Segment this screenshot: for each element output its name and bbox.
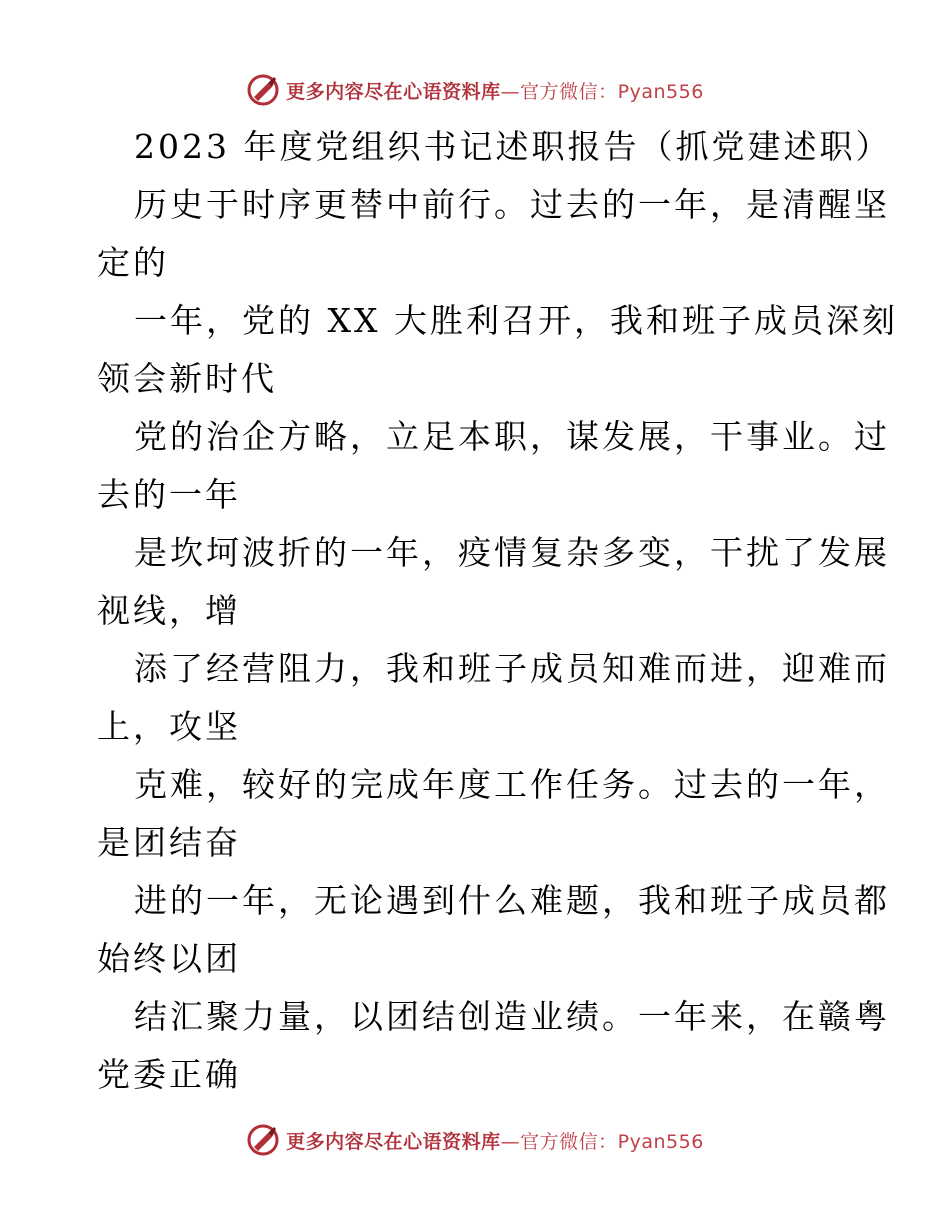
paragraph-line: 结汇聚力量，以团结创造业绩。一年来，在赣粤 — [134, 997, 890, 1036]
paragraph-line: 进的一年，无论遇到什么难题，我和班子成员都 — [134, 881, 890, 920]
footer-banner — [0, 1120, 950, 1160]
paragraph-line: 添了经营阻力，我和班子成员知难而进，迎难而 — [134, 649, 890, 688]
paragraph-line: 领会新时代 — [97, 359, 277, 398]
banner-text-main: 更多内容尽在心语资料库 — [286, 80, 501, 103]
paragraph-line: 去的一年 — [97, 475, 241, 514]
paragraph-line: 是坎坷波折的一年，疫情复杂多变，干扰了发展 — [134, 533, 890, 572]
header-banner-inner — [246, 73, 704, 107]
banner-text-main: 更多内容尽在心语资料库 — [286, 1130, 501, 1153]
document-body — [97, 118, 898, 1104]
paragraph-line: 一年，党的 XX 大胜利召开，我和班子成员深刻 — [134, 301, 898, 340]
banner-text-sub: —官方微信：Pyan556 — [500, 1130, 704, 1153]
footer-banner-inner — [246, 1123, 704, 1157]
header-banner — [0, 70, 950, 110]
banner-text — [286, 1127, 704, 1154]
document-title: 2023 年度党组织书记述职报告（抓党建述职） — [134, 127, 892, 166]
paragraph-line: 定的 — [97, 243, 169, 282]
banner-text-sub: —官方微信：Pyan556 — [500, 80, 704, 103]
paragraph-line: 上，攻坚 — [97, 707, 241, 746]
paragraph-line: 克难，较好的完成年度工作任务。过去的一年， — [134, 765, 890, 804]
paragraph-line: 历史于时序更替中前行。过去的一年，是清醒坚 — [134, 185, 890, 224]
paragraph-line: 党委正确 — [97, 1055, 241, 1094]
pen-logo-icon — [246, 73, 280, 107]
paragraph-line: 党的治企方略，立足本职，谋发展，干事业。过 — [134, 417, 890, 456]
pen-logo-icon — [246, 1123, 280, 1157]
paragraph-line: 视线，增 — [97, 591, 241, 630]
banner-text — [286, 77, 704, 104]
paragraph-line: 是团结奋 — [97, 823, 241, 862]
paragraph-line: 始终以团 — [97, 939, 241, 978]
